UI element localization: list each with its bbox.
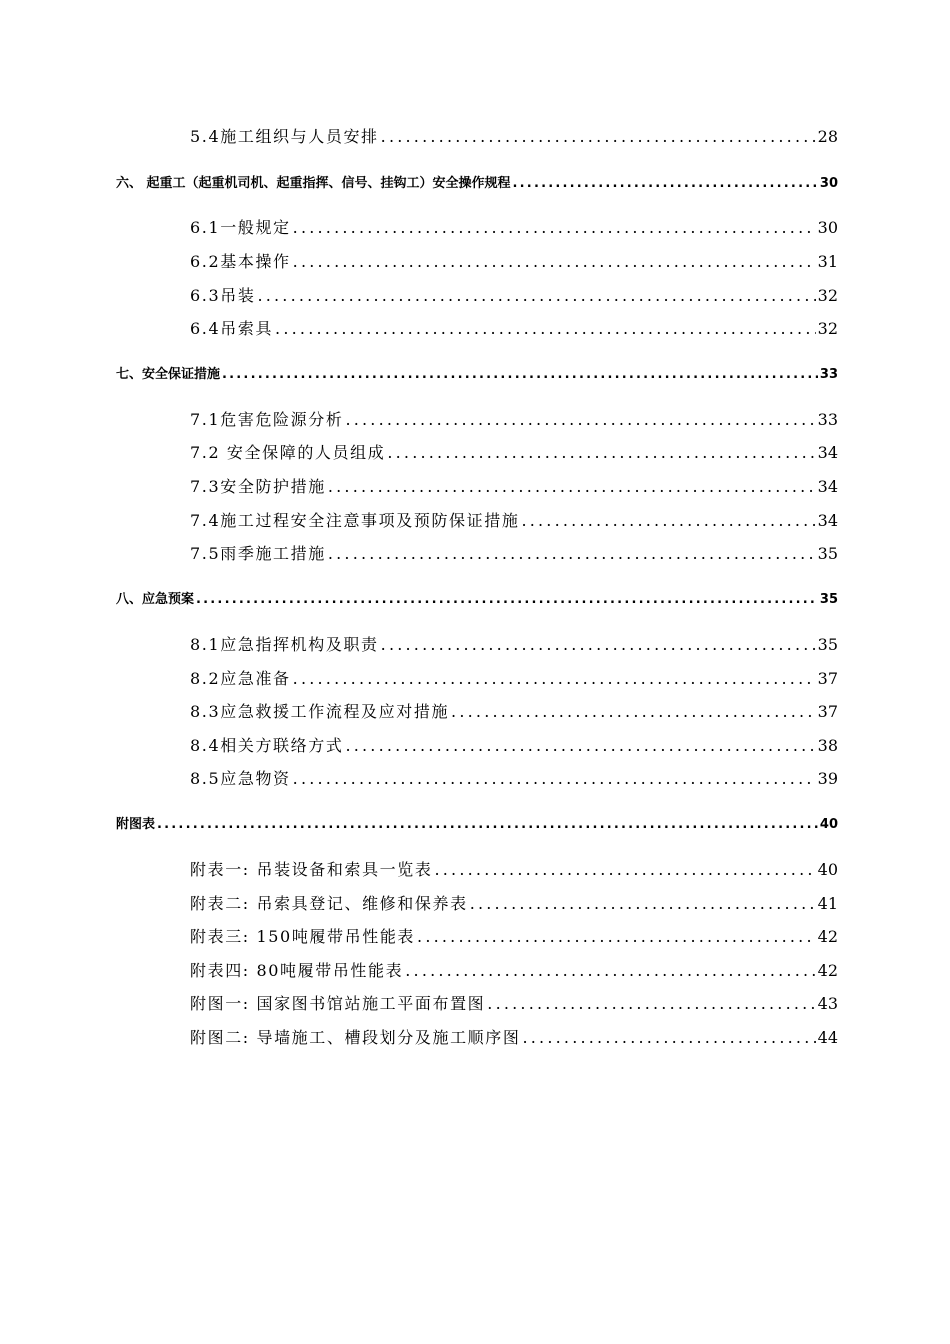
toc-entry-page: 42 [817, 927, 838, 946]
toc-entry-page: 37 [817, 702, 838, 721]
toc-leader-dots [434, 860, 815, 879]
toc-entry-appendix-table-2[interactable] [190, 891, 838, 914]
toc-entry-7-5[interactable] [190, 541, 838, 564]
toc-entry-label: 6.2基本操作 [190, 252, 291, 271]
toc-entry-page: 33 [817, 410, 838, 429]
toc-entry-label: 附图二: 导墙施工、槽段划分及施工顺序图 [190, 1028, 521, 1047]
toc-entry-label: 6.1一般规定 [190, 218, 291, 237]
toc-entry-6-2[interactable] [190, 249, 838, 272]
toc-entry-appendix-figure-2[interactable] [190, 1025, 838, 1048]
toc-leader-dots [328, 544, 816, 563]
toc-entry-label: 7.1危害危险源分析 [190, 410, 344, 429]
toc-entry-page: 32 [817, 286, 838, 305]
toc-leader-dots [257, 286, 815, 305]
toc-entry-page: 32 [817, 319, 838, 338]
toc-leader-dots [417, 927, 816, 946]
toc-section-label: 六、 起重工（起重机司机、起重指挥、信号、挂钩工）安全操作规程 [116, 176, 511, 191]
toc-section-page: 40 [819, 817, 838, 832]
toc-leader-dots [293, 218, 816, 237]
toc-entry-appendix-table-3[interactable] [190, 924, 838, 947]
toc-leader-dots [328, 477, 816, 496]
toc-entry-8-4[interactable] [190, 733, 838, 756]
toc-leader-dots [522, 1028, 815, 1047]
toc-leader-dots [345, 736, 815, 755]
toc-entry-7-4[interactable] [190, 508, 838, 531]
toc-section-7[interactable] [116, 363, 838, 382]
toc-entry-8-3[interactable] [190, 699, 838, 722]
toc-entry-7-2[interactable] [190, 440, 838, 463]
toc-leader-dots [196, 592, 818, 607]
toc-entry-page: 30 [817, 218, 838, 237]
toc-entry-page: 35 [817, 635, 838, 654]
toc-leader-dots [381, 635, 816, 654]
toc-entry-label: 8.3应急救援工作流程及应对措施 [190, 702, 450, 721]
toc-entry-appendix-figure-1[interactable] [190, 991, 838, 1014]
toc-entry-5-4[interactable] [190, 124, 838, 147]
toc-section-appendix[interactable] [116, 813, 838, 832]
toc-section-label: 七、安全保证措施 [116, 367, 221, 382]
toc-entry-label: 附表一: 吊装设备和索具一览表 [190, 860, 433, 879]
toc-entry-6-3[interactable] [190, 283, 838, 306]
toc-entry-8-5[interactable] [190, 766, 838, 789]
toc-entry-label: 8.1应急指挥机构及职责 [190, 635, 379, 654]
toc-leader-dots [157, 817, 818, 832]
toc-leader-dots [513, 176, 818, 191]
toc-entry-label: 5.4施工组织与人员安排 [190, 127, 379, 146]
toc-entry-8-1[interactable] [190, 632, 838, 655]
toc-entry-label: 8.4相关方联络方式 [190, 736, 344, 755]
toc-entry-6-1[interactable] [190, 215, 838, 238]
toc-section-8[interactable] [116, 588, 838, 607]
toc-leader-dots [451, 702, 816, 721]
toc-leader-dots [405, 961, 815, 980]
toc-leader-dots [293, 252, 816, 271]
toc-entry-label: 附图一: 国家图书馆站施工平面布置图 [190, 994, 486, 1013]
toc-entry-appendix-table-4[interactable] [190, 958, 838, 981]
toc-entry-8-2[interactable] [190, 666, 838, 689]
toc-entry-7-3[interactable] [190, 474, 838, 497]
toc-section-label: 附图表 [116, 817, 156, 832]
toc-entry-page: 44 [817, 1028, 838, 1047]
toc-entry-page: 37 [817, 669, 838, 688]
toc-entry-page: 38 [817, 736, 838, 755]
toc-leader-dots [521, 511, 815, 530]
toc-entry-label: 7.5雨季施工措施 [190, 544, 326, 563]
toc-entry-label: 附表三: 150吨履带吊性能表 [190, 927, 416, 946]
toc-section-page: 35 [819, 592, 838, 607]
toc-entry-page: 43 [817, 994, 838, 1013]
toc-leader-dots [222, 367, 818, 382]
toc-entry-7-1[interactable] [190, 407, 838, 430]
toc-entry-label: 8.2应急准备 [190, 669, 291, 688]
toc-leader-dots [275, 319, 816, 338]
toc-entry-label: 附表四: 80吨履带吊性能表 [190, 961, 404, 980]
toc-entry-page: 40 [817, 860, 838, 879]
toc-entry-page: 34 [817, 511, 838, 530]
toc-entry-label: 7.3安全防护措施 [190, 477, 326, 496]
toc-entry-label: 7.2 安全保障的人员组成 [190, 443, 386, 462]
toc-entry-page: 42 [817, 961, 838, 980]
toc-leader-dots [387, 443, 815, 462]
toc-leader-dots [293, 769, 816, 788]
toc-entry-label: 6.3吊装 [190, 286, 256, 305]
toc-leader-dots [293, 669, 816, 688]
toc-entry-page: 31 [817, 252, 838, 271]
toc-entry-label: 附表二: 吊索具登记、维修和保养表 [190, 894, 468, 913]
toc-entry-page: 28 [817, 127, 838, 146]
toc-leader-dots [470, 894, 816, 913]
toc-entry-page: 35 [817, 544, 838, 563]
toc-section-page: 30 [819, 176, 838, 191]
toc-leader-dots [487, 994, 815, 1013]
toc-entry-page: 34 [817, 443, 838, 462]
toc-entry-6-4[interactable] [190, 316, 838, 339]
toc-entry-page: 34 [817, 477, 838, 496]
toc-leader-dots [345, 410, 815, 429]
toc-entry-appendix-table-1[interactable] [190, 857, 838, 880]
toc-entry-label: 7.4施工过程安全注意事项及预防保证措施 [190, 511, 520, 530]
toc-entry-page: 39 [817, 769, 838, 788]
toc-entry-label: 8.5应急物资 [190, 769, 291, 788]
toc-leader-dots [381, 127, 816, 146]
toc-entry-label: 6.4吊索具 [190, 319, 274, 338]
toc-section-page: 33 [819, 367, 838, 382]
toc-section-label: 八、应急预案 [116, 592, 195, 607]
toc-section-6[interactable] [116, 172, 838, 191]
toc-entry-page: 41 [817, 894, 838, 913]
